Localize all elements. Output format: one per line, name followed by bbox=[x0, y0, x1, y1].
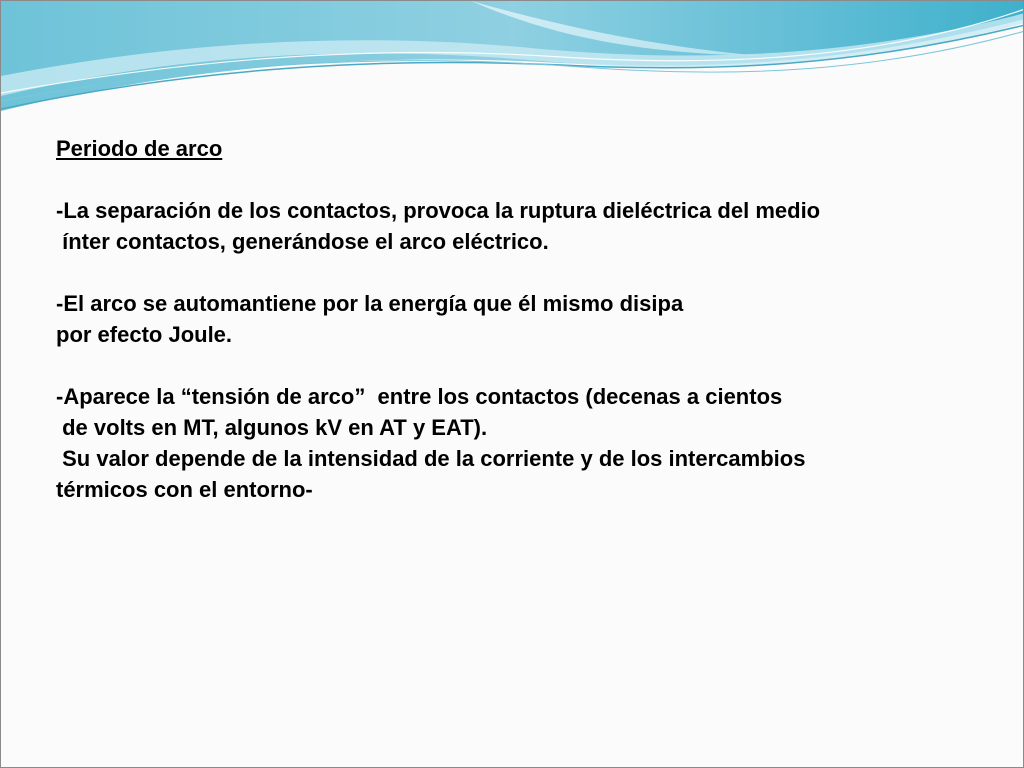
body-line: de volts en MT, algunos kV en AT y EAT). bbox=[56, 415, 488, 440]
body-line: térmicos con el entorno- bbox=[56, 477, 313, 502]
body-line: ínter contactos, generándose el arco eléctrico. bbox=[56, 229, 549, 254]
body-line bbox=[56, 257, 986, 288]
body-line bbox=[56, 350, 986, 381]
slide-content bbox=[56, 133, 986, 505]
body-line: Su valor depende de la intensidad de la corriente y de los intercambios bbox=[56, 446, 806, 471]
body-line: -Aparece la “tensión de arco” entre los contactos (decenas a cientos bbox=[56, 384, 783, 409]
body-line: -La separación de los contactos, provoca la ruptura dieléctrica del medio bbox=[56, 198, 821, 223]
body-line: por efecto Joule. bbox=[56, 322, 233, 347]
header-wave-decoration bbox=[1, 1, 1024, 121]
body-line: -El arco se automantiene por la energía que él mismo disipa bbox=[56, 291, 684, 316]
blank-line bbox=[56, 164, 986, 195]
slide-title: Periodo de arco bbox=[56, 136, 223, 161]
